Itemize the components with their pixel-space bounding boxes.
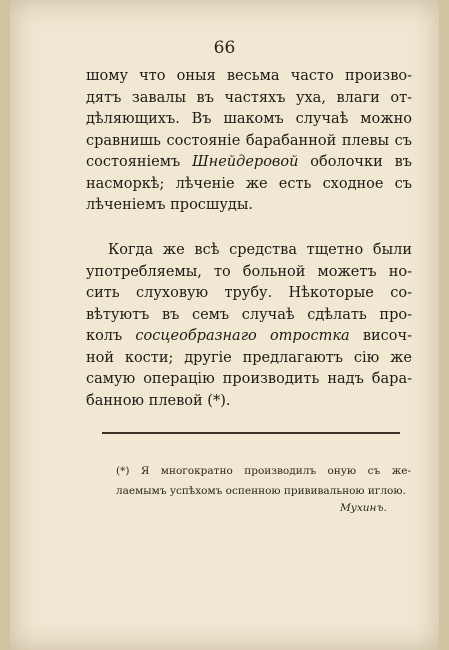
text-run: височ- <box>349 328 412 344</box>
footnote-divider <box>102 432 400 434</box>
signature: Мухинъ. <box>340 502 387 514</box>
text-line: банною плевой (*). <box>86 392 231 409</box>
text-run: оболочки въ <box>298 154 412 170</box>
text-line: употребляемы, то больной можетъ но- <box>86 263 412 280</box>
text-line: насморкѣ; лѣченіе же есть сходное съ <box>86 175 412 192</box>
text-line: самую операцію производить надъ бара- <box>86 371 412 387</box>
text-run: колъ <box>86 328 136 344</box>
italic-term: сосцеобразнаго отростка <box>135 328 350 344</box>
italic-term: Шнейдеровой <box>192 154 299 170</box>
paragraph-2 <box>86 240 412 412</box>
footnote-line: (*) Я многократно производилъ оную съ же- <box>116 465 411 477</box>
footnote <box>116 461 411 501</box>
text-line <box>86 326 412 348</box>
text-line: ной кости; другіе предлагаютъ сію же <box>86 349 412 366</box>
text-line: лѣченіемъ просшуды. <box>86 197 254 213</box>
text-line: дятъ завалы въ частяхъ уха, влаги от- <box>86 89 412 106</box>
text-line: шому что оныя весьма часто произво- <box>86 68 412 84</box>
text-line: сравнишь состояніе барабанной плевы съ <box>86 132 412 149</box>
paragraph-1 <box>86 66 412 217</box>
book-page <box>10 0 439 650</box>
text-line: вѣтуютъ въ семъ случаѣ сдѣлать про- <box>86 306 412 323</box>
text-line <box>86 152 412 174</box>
text-line: Когда же всѣ средства тщетно были <box>108 242 412 258</box>
footnote-line: лаемымъ успѣхомъ оспенною прививальною иглою. <box>116 485 406 497</box>
page-number: 66 <box>213 38 236 58</box>
text-line: сить слуховую трубу. Нѣкоторые со- <box>86 285 412 301</box>
text-line: дѣляющихъ. Въ шакомъ случаѣ можно <box>86 111 412 127</box>
text-run: состояніемъ <box>86 154 193 170</box>
